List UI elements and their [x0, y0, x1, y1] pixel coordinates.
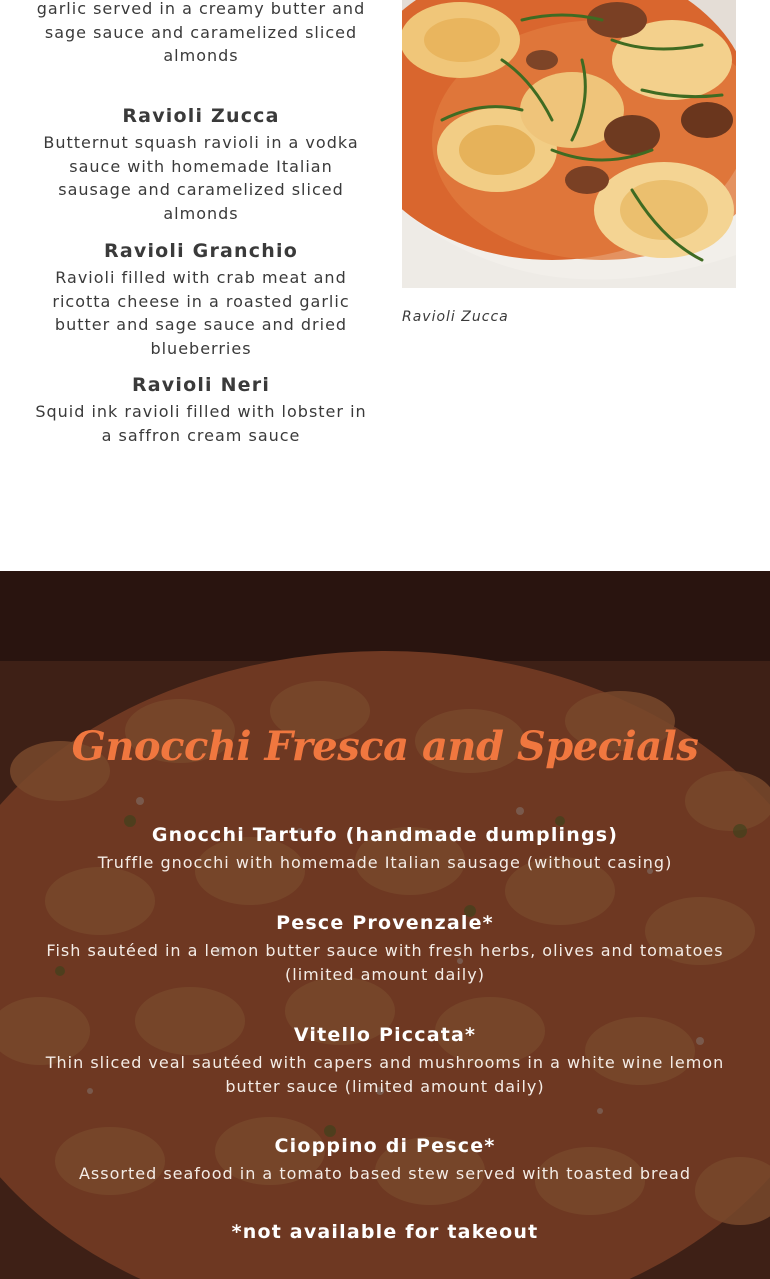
takeout-note: *not available for takeout	[231, 1221, 539, 1243]
menu-item-name: Ravioli Granchio	[104, 240, 298, 262]
menu-item-name: Ravioli Zucca	[122, 105, 280, 127]
menu-item-name: Cioppino di Pesce*	[274, 1135, 496, 1157]
menu-item	[35, 910, 735, 986]
menu-item-description: Ravioli filled with crab meat and ricotta cheese in a roasted garlic butter and sage sauce and dried blueberries	[52, 268, 350, 358]
menu-item-description: Truffle gnocchi with homemade Italian sausage (without casing)	[97, 853, 673, 872]
gnocchi-specials-section	[0, 571, 770, 1279]
menu-item	[35, 822, 735, 875]
menu-item-description: Fish sautéed in a lemon butter sauce with fresh herbs, olives and tomatoes (limited amount daily)	[46, 941, 724, 984]
menu-item-description: Assorted seafood in a tomato based stew served with toasted bread	[78, 1164, 692, 1183]
menu-item-name: Pesce Provenzale*	[276, 912, 494, 934]
menu-item-description: Squid ink ravioli filled with lobster in a saffron cream sauce	[35, 402, 367, 445]
menu-item	[35, 1022, 735, 1098]
menu-item	[35, 1133, 735, 1186]
ravioli-menu-column	[30, 0, 372, 445]
menu-item	[30, 372, 372, 447]
ravioli-zucca-photo	[402, 0, 736, 288]
menu-item	[30, 238, 372, 360]
menu-item-name: Vitello Piccata*	[293, 1024, 477, 1046]
menu-item-name: Gnocchi Tartufo (handmade dumplings)	[151, 824, 619, 846]
previous-item-description: garlic served in a creamy butter and sage sauce and caramelized sliced almonds	[36, 0, 366, 65]
menu-item	[30, 103, 372, 225]
menu-item-description: Butternut squash ravioli in a vodka sauce with homemade Italian sausage and caramelized sliced almonds	[43, 133, 359, 223]
menu-item-description: Thin sliced veal sautéed with capers and mushrooms in a white wine lemon butter sauce (limited amount daily)	[45, 1053, 725, 1096]
menu-item-name: Ravioli Neri	[131, 374, 271, 396]
photo-caption: Ravioli Zucca	[402, 309, 509, 325]
ravioli-section	[0, 0, 770, 571]
section-title: Gnocchi Fresca and Specials	[71, 723, 699, 770]
